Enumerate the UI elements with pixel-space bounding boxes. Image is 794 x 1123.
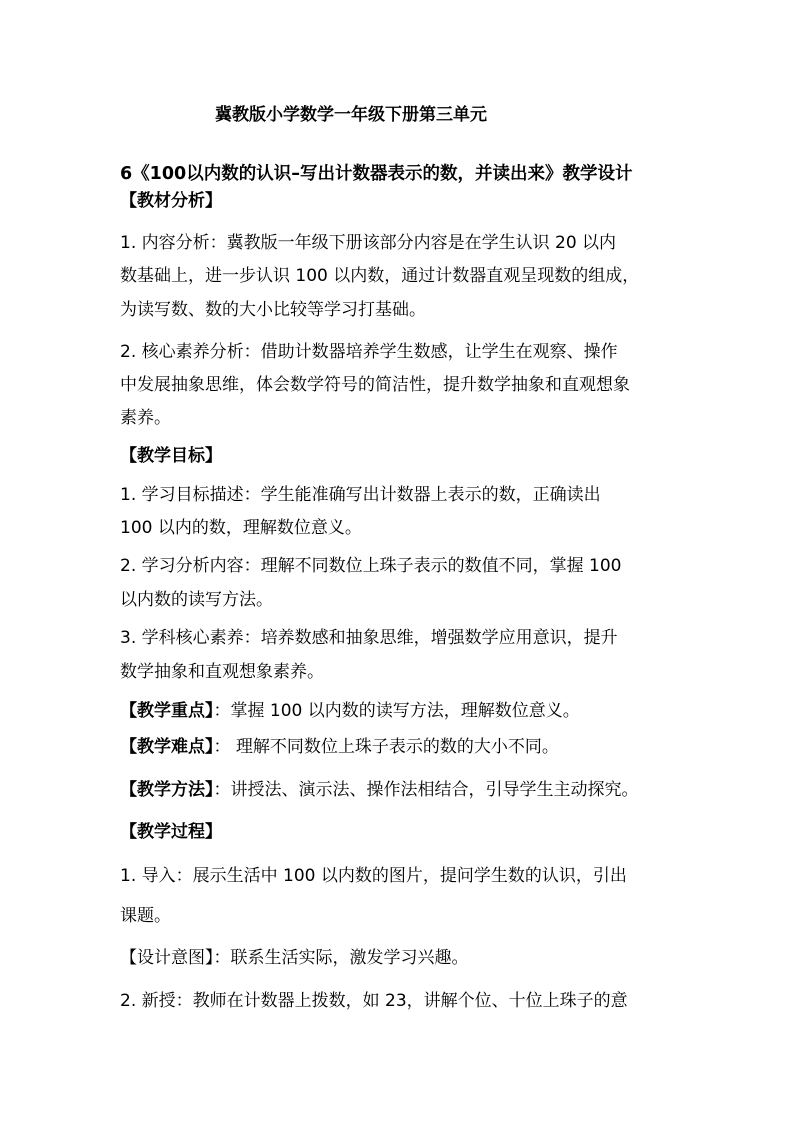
paragraph-line: 3. 学科核心素养：培养数感和抽象思维，增强数学应用意识，提升 xyxy=(120,628,618,648)
paragraph-line: 素养。 xyxy=(120,408,171,428)
difficulty-line xyxy=(120,736,559,758)
paragraph-line: 1. 内容分析：冀教版一年级下册该部分内容是在学生认识 20 以内 xyxy=(120,233,617,253)
paragraph-line: 1. 学习目标描述：学生能准确写出计数器上表示的数，正确读出 xyxy=(120,485,601,505)
paragraph-line: 课题。 xyxy=(120,906,171,926)
document-subtitle: 6《100以内数的认识–写出计数器表示的数，并读出来》教学设计 xyxy=(120,164,633,184)
paragraph-line: 以内数的读写方法。 xyxy=(120,590,273,610)
paragraph-line: 2. 新授：教师在计数器上拨数，如 23，讲解个位、十位上珠子的意 xyxy=(120,991,628,1011)
difficulty-text: ： 理解不同数位上珠子表示的数的大小不同。 xyxy=(213,737,559,757)
method-line xyxy=(120,779,639,801)
method-label: 【教学方法】 xyxy=(120,780,214,800)
document-title: 冀教版小学数学一年级下册第三单元 xyxy=(215,105,487,125)
paragraph-line: 2. 核心素养分析：借助计数器培养学生数感，让学生在观察、操作 xyxy=(120,342,618,362)
paragraph-line: 数基础上，进一步认识 100 以内数，通过计数器直观呈现数的组成， xyxy=(120,266,640,286)
paragraph-line: 中发展抽象思维，体会数学符号的简洁性，提升数学抽象和直观想象 xyxy=(120,375,630,395)
section-heading-process: 【教学过程】 xyxy=(120,822,222,842)
key-point-label: 【教学重点】 xyxy=(120,701,214,721)
paragraph-line: 1. 导入：展示生活中 100 以内数的图片，提问学生数的认识，引出 xyxy=(120,866,627,886)
paragraph-line: 2. 学习分析内容：理解不同数位上珠子表示的数值不同，掌握 100 xyxy=(120,556,622,576)
section-heading-material: 【教材分析】 xyxy=(120,191,222,211)
key-point-line xyxy=(120,700,580,722)
paragraph-line: 100 以内的数，理解数位意义。 xyxy=(120,518,362,538)
section-heading-goals: 【教学目标】 xyxy=(120,446,222,466)
difficulty-label: 【教学难点】 xyxy=(120,737,214,757)
design-intent-line xyxy=(120,947,469,969)
design-text: ：联系生活实际，激发学习兴趣。 xyxy=(213,948,469,968)
design-label: 【设计意图】 xyxy=(120,948,214,968)
paragraph-line: 为读写数、数的大小比较等学习打基础。 xyxy=(120,300,426,320)
key-point-text: ：掌握 100 以内数的读写方法，理解数位意义。 xyxy=(213,701,580,721)
paragraph-line: 数学抽象和直观想象素养。 xyxy=(120,662,324,682)
method-text: ：讲授法、演示法、操作法相结合，引导学生主动探究。 xyxy=(213,780,639,800)
